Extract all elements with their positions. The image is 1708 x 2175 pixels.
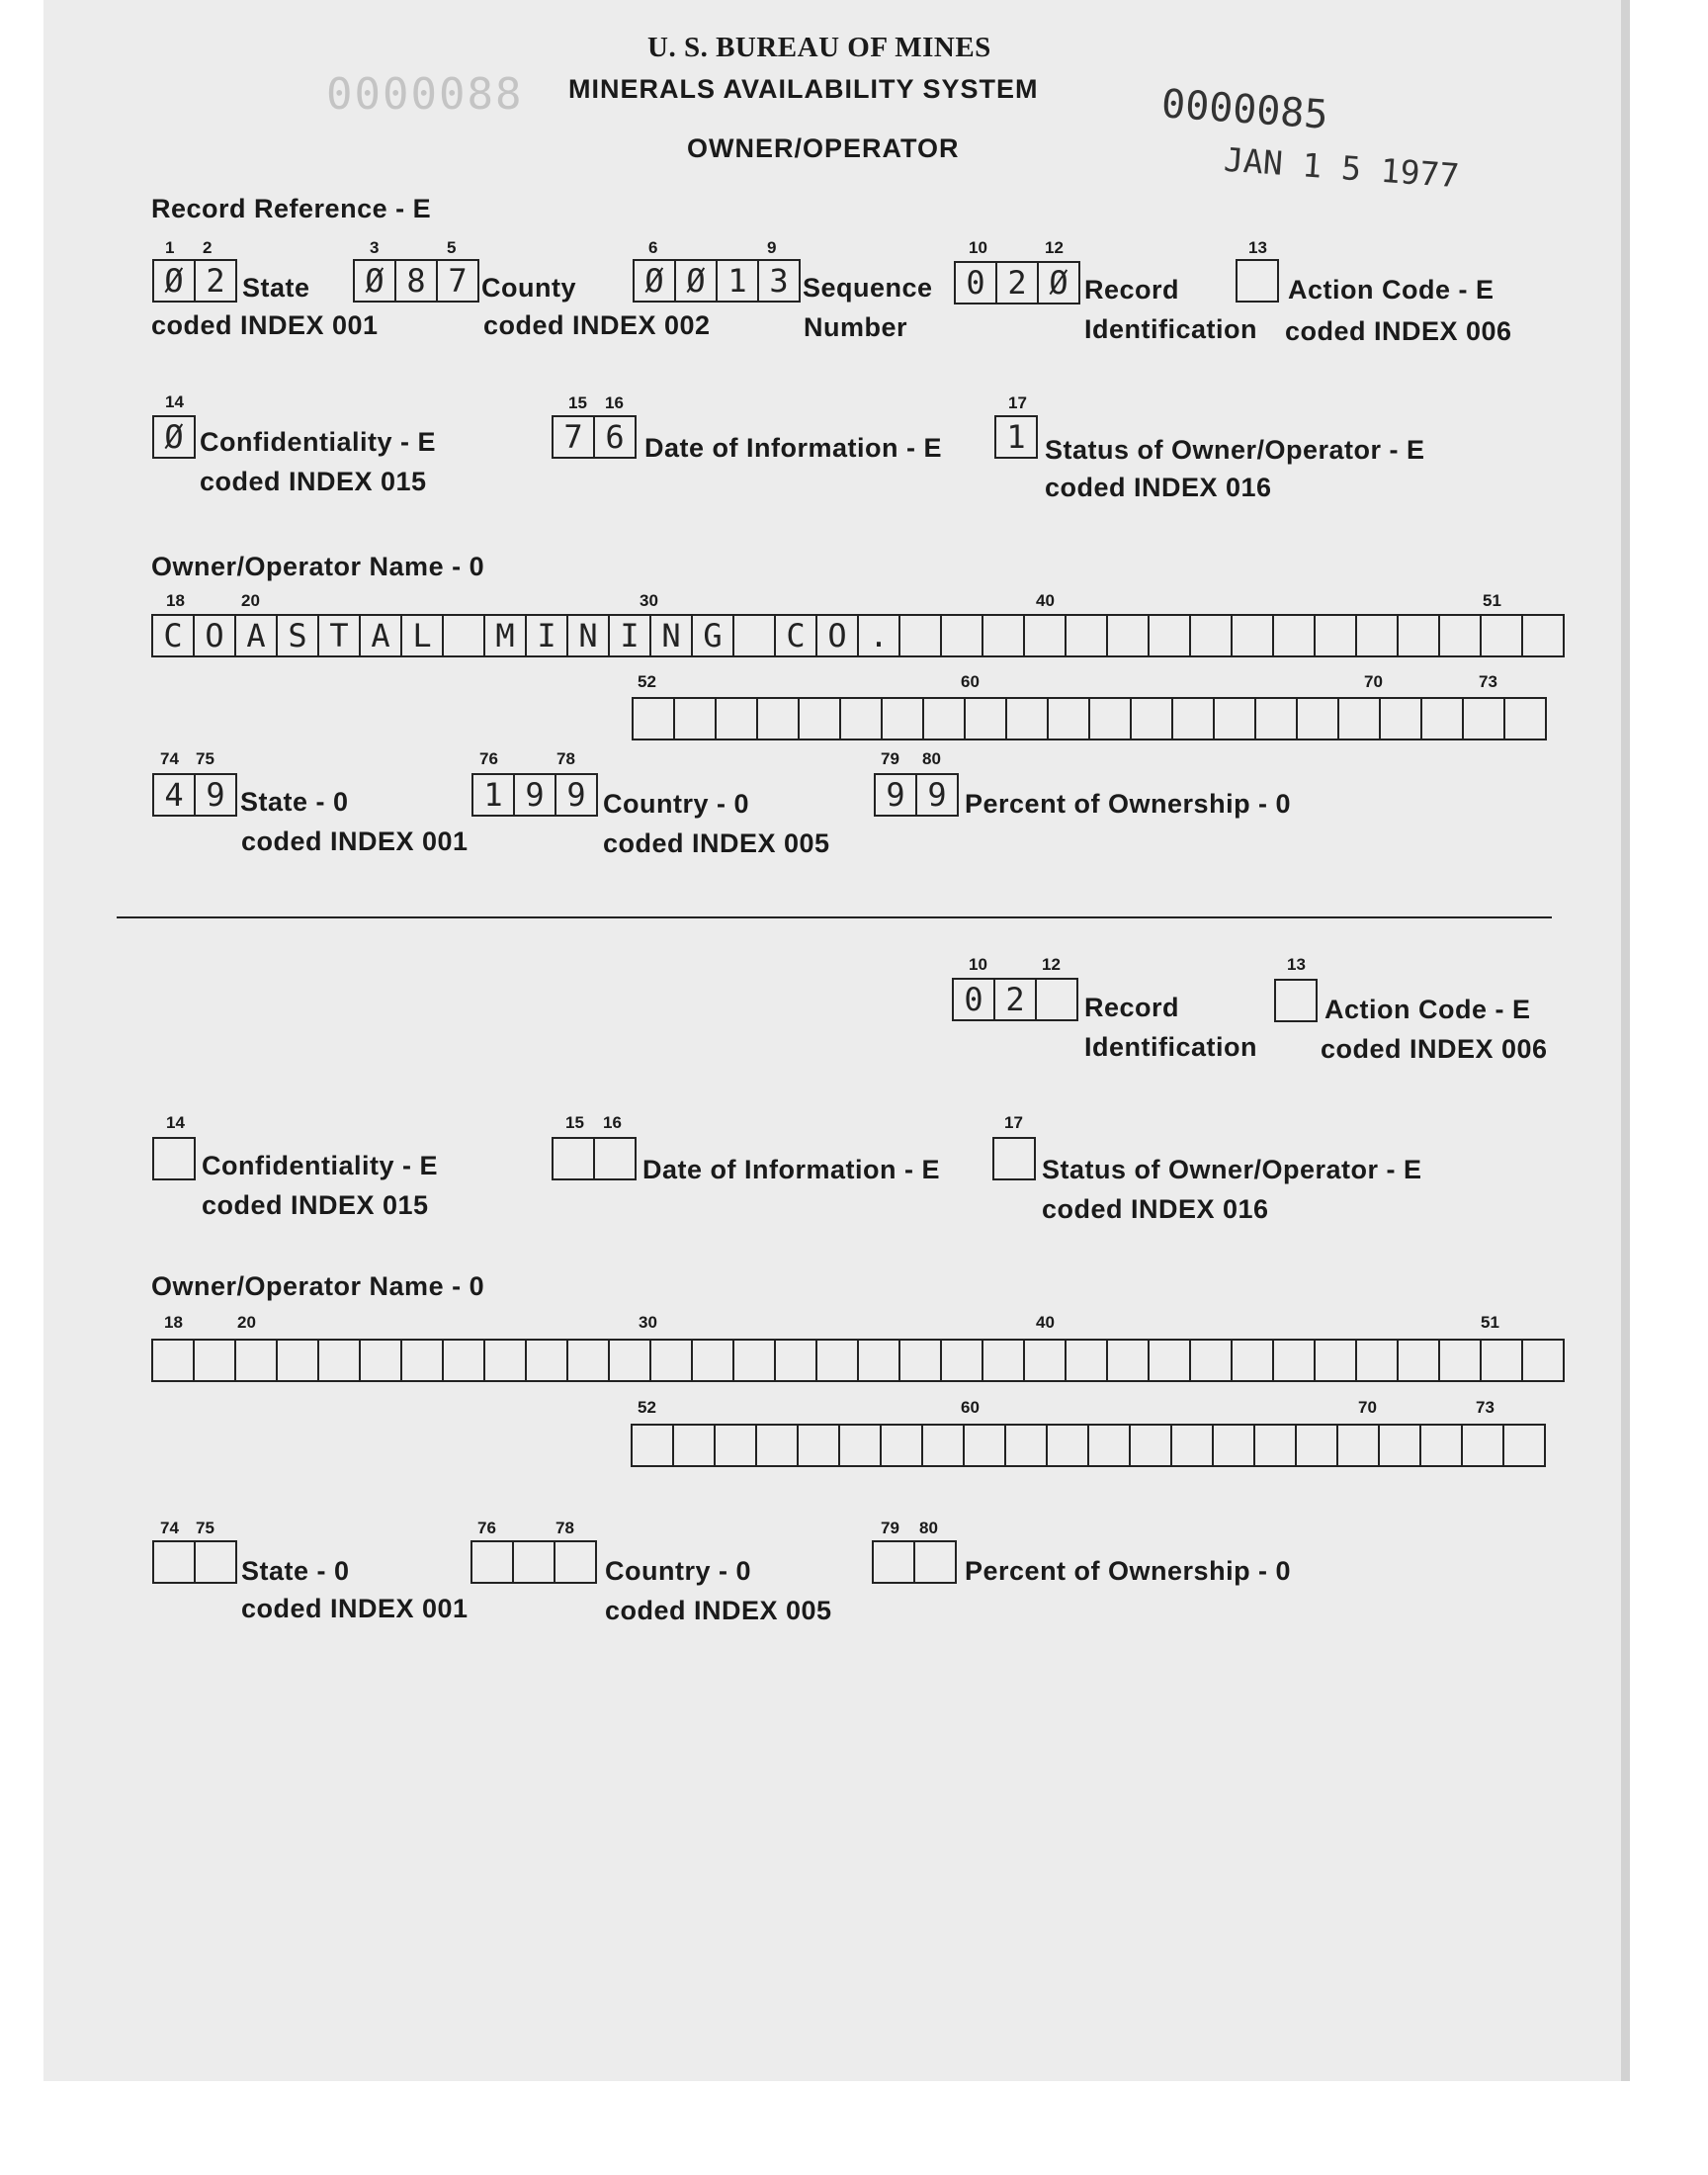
char-box[interactable]: 1 bbox=[471, 773, 513, 817]
char-box[interactable] bbox=[1065, 614, 1106, 657]
s1-confidentiality-index: coded INDEX 015 bbox=[200, 467, 427, 496]
char-box[interactable] bbox=[1148, 1339, 1189, 1382]
char-box[interactable]: 2 bbox=[993, 978, 1035, 1021]
rr-state-label: State bbox=[242, 273, 310, 303]
char-box[interactable] bbox=[1129, 1424, 1170, 1467]
char-box[interactable]: 9 bbox=[555, 773, 598, 817]
col-num: 60 bbox=[961, 1398, 980, 1417]
char-box[interactable]: 4 bbox=[152, 773, 194, 817]
char-box[interactable]: A bbox=[359, 614, 400, 657]
char-box[interactable]: I bbox=[525, 614, 566, 657]
col-num: 12 bbox=[1045, 238, 1064, 257]
col-num: 10 bbox=[969, 238, 987, 257]
char-box[interactable]: 0 bbox=[954, 261, 995, 304]
s2-record-id-boxes bbox=[952, 978, 1078, 1021]
col-num: 6 bbox=[648, 238, 658, 257]
char-box[interactable] bbox=[442, 614, 483, 657]
col-num: 40 bbox=[1036, 1313, 1055, 1332]
col-num: 15 bbox=[565, 1113, 584, 1132]
document-number-stamp: 0000085 bbox=[1159, 81, 1329, 138]
char-box[interactable] bbox=[1397, 614, 1438, 657]
s2-status-index: coded INDEX 016 bbox=[1042, 1194, 1269, 1224]
char-box[interactable]: I bbox=[608, 614, 649, 657]
col-num: 52 bbox=[638, 672, 656, 691]
char-box[interactable] bbox=[483, 1339, 525, 1382]
col-num: 30 bbox=[640, 591, 658, 610]
rr-sequence-boxes bbox=[633, 259, 801, 303]
char-box[interactable] bbox=[1171, 697, 1213, 740]
char-box[interactable]: Ø bbox=[1037, 261, 1080, 304]
char-box[interactable] bbox=[921, 1424, 963, 1467]
s2-name-row2-boxes bbox=[631, 1424, 1546, 1467]
char-box[interactable] bbox=[815, 1339, 857, 1382]
char-box[interactable] bbox=[1314, 1339, 1355, 1382]
char-box[interactable]: T bbox=[317, 614, 359, 657]
page-edge bbox=[1621, 0, 1630, 2081]
char-box[interactable] bbox=[608, 1339, 649, 1382]
char-box[interactable] bbox=[525, 1339, 566, 1382]
char-box[interactable] bbox=[1462, 697, 1503, 740]
s2-percent-label: Percent of Ownership - 0 bbox=[965, 1556, 1292, 1586]
char-box[interactable] bbox=[1461, 1424, 1502, 1467]
char-box[interactable] bbox=[963, 1424, 1004, 1467]
char-box[interactable] bbox=[1004, 1424, 1046, 1467]
col-num: 75 bbox=[196, 1519, 214, 1537]
char-box[interactable]: Ø bbox=[674, 259, 716, 303]
rr-action-code-box bbox=[1236, 259, 1279, 303]
char-box[interactable]: S bbox=[276, 614, 317, 657]
char-box[interactable] bbox=[982, 1339, 1023, 1382]
s1-name-label: Owner/Operator Name - 0 bbox=[151, 552, 485, 581]
rr-action-code-label: Action Code - E bbox=[1288, 275, 1494, 304]
col-num: 17 bbox=[1008, 393, 1027, 412]
s1-state-index: coded INDEX 001 bbox=[241, 826, 469, 856]
col-num: 17 bbox=[1004, 1113, 1023, 1132]
rr-record-id-label: Record bbox=[1084, 275, 1180, 304]
col-num: 5 bbox=[447, 238, 457, 257]
char-box[interactable] bbox=[898, 614, 940, 657]
s2-action-code-box bbox=[1274, 979, 1318, 1022]
char-box[interactable] bbox=[1295, 1424, 1336, 1467]
char-box[interactable] bbox=[1355, 1339, 1397, 1382]
char-box[interactable]: N bbox=[649, 614, 691, 657]
char-box[interactable] bbox=[1236, 259, 1279, 303]
s1-country-label: Country - 0 bbox=[603, 789, 750, 819]
col-num: 40 bbox=[1036, 591, 1055, 610]
char-box[interactable] bbox=[1035, 978, 1078, 1021]
char-box[interactable] bbox=[1189, 1339, 1231, 1382]
s2-name-row1-boxes bbox=[151, 1339, 1565, 1382]
char-box[interactable] bbox=[940, 614, 982, 657]
char-box[interactable] bbox=[982, 614, 1023, 657]
char-box[interactable] bbox=[470, 1540, 512, 1584]
char-box[interactable] bbox=[1378, 1424, 1419, 1467]
col-num: 18 bbox=[166, 591, 185, 610]
char-box[interactable] bbox=[1213, 697, 1254, 740]
col-num: 18 bbox=[164, 1313, 183, 1332]
rr-county-label: County bbox=[481, 273, 576, 303]
char-box[interactable]: C bbox=[151, 614, 193, 657]
col-num: 20 bbox=[241, 591, 260, 610]
char-box[interactable] bbox=[1047, 697, 1088, 740]
char-box[interactable] bbox=[512, 1540, 554, 1584]
col-num: 12 bbox=[1042, 955, 1061, 974]
char-box[interactable] bbox=[913, 1540, 957, 1584]
char-box[interactable] bbox=[1023, 614, 1065, 657]
col-num: 76 bbox=[479, 749, 498, 768]
col-num: 80 bbox=[922, 749, 941, 768]
char-box[interactable] bbox=[673, 697, 715, 740]
char-box[interactable] bbox=[1005, 697, 1047, 740]
char-box[interactable] bbox=[359, 1339, 400, 1382]
char-box[interactable] bbox=[1046, 1424, 1087, 1467]
s1-country-index: coded INDEX 005 bbox=[603, 828, 830, 858]
col-num: 78 bbox=[555, 1519, 574, 1537]
s1-status-label: Status of Owner/Operator - E bbox=[1045, 435, 1425, 465]
col-num: 74 bbox=[160, 749, 179, 768]
char-box[interactable] bbox=[691, 1339, 732, 1382]
char-box[interactable] bbox=[755, 1424, 797, 1467]
s2-state-index: coded INDEX 001 bbox=[241, 1594, 469, 1623]
date-stamp: JAN 1 5 1977 bbox=[1222, 139, 1461, 196]
char-box[interactable] bbox=[1521, 614, 1565, 657]
col-num: 14 bbox=[166, 1113, 185, 1132]
char-box[interactable] bbox=[672, 1424, 714, 1467]
char-box[interactable] bbox=[152, 1540, 194, 1584]
rr-sequence-sublabel: Number bbox=[804, 312, 908, 342]
s1-state-boxes bbox=[152, 773, 237, 817]
char-box[interactable] bbox=[1023, 1339, 1065, 1382]
rr-record-id-sublabel: Identification bbox=[1084, 314, 1257, 344]
form-title: OWNER/OPERATOR bbox=[687, 133, 960, 163]
char-box[interactable]: 1 bbox=[716, 259, 757, 303]
s2-state-boxes bbox=[152, 1540, 237, 1584]
char-box[interactable]: 1 bbox=[994, 415, 1038, 459]
char-box[interactable] bbox=[1274, 979, 1318, 1022]
s2-action-code-label: Action Code - E bbox=[1324, 995, 1531, 1024]
char-box[interactable] bbox=[838, 1424, 880, 1467]
char-box[interactable] bbox=[922, 697, 964, 740]
s1-status-box bbox=[994, 415, 1038, 459]
char-box[interactable] bbox=[715, 697, 756, 740]
char-box[interactable]: M bbox=[483, 614, 525, 657]
s2-country-label: Country - 0 bbox=[605, 1556, 752, 1586]
rr-state-boxes bbox=[152, 259, 237, 303]
char-box[interactable]: 8 bbox=[394, 259, 436, 303]
col-num: 73 bbox=[1476, 1398, 1494, 1417]
col-num: 76 bbox=[477, 1519, 496, 1537]
s2-percent-boxes bbox=[872, 1540, 957, 1584]
col-num: 30 bbox=[639, 1313, 657, 1332]
col-num: 16 bbox=[605, 393, 624, 412]
char-box[interactable]: 9 bbox=[513, 773, 555, 817]
char-box[interactable] bbox=[1337, 697, 1379, 740]
s2-confidentiality-index: coded INDEX 015 bbox=[202, 1190, 429, 1220]
char-box[interactable] bbox=[554, 1540, 597, 1584]
char-box[interactable] bbox=[1106, 1339, 1148, 1382]
rr-record-id-boxes bbox=[954, 261, 1080, 304]
char-box[interactable] bbox=[774, 1339, 815, 1382]
s1-percent-label: Percent of Ownership - 0 bbox=[965, 789, 1292, 819]
col-num: 15 bbox=[568, 393, 587, 412]
char-box[interactable] bbox=[193, 1339, 234, 1382]
char-box[interactable] bbox=[992, 1137, 1036, 1180]
char-box[interactable] bbox=[964, 697, 1005, 740]
col-num: 70 bbox=[1364, 672, 1383, 691]
col-num: 1 bbox=[165, 238, 175, 257]
col-num: 10 bbox=[969, 955, 987, 974]
char-box[interactable]: 7 bbox=[552, 415, 593, 459]
char-box[interactable] bbox=[732, 1339, 774, 1382]
col-num: 9 bbox=[767, 238, 777, 257]
char-box[interactable]: L bbox=[400, 614, 442, 657]
s2-date-boxes bbox=[552, 1137, 637, 1180]
char-box[interactable] bbox=[276, 1339, 317, 1382]
char-box[interactable]: 9 bbox=[194, 773, 237, 817]
s1-country-boxes bbox=[471, 773, 598, 817]
char-box[interactable] bbox=[400, 1339, 442, 1382]
char-box[interactable] bbox=[1231, 614, 1272, 657]
record-reference-label: Record Reference - E bbox=[151, 194, 432, 223]
char-box[interactable] bbox=[632, 697, 673, 740]
char-box[interactable] bbox=[732, 614, 774, 657]
char-box[interactable] bbox=[1420, 697, 1462, 740]
col-num: 13 bbox=[1287, 955, 1306, 974]
rr-action-code-index: coded INDEX 006 bbox=[1285, 316, 1512, 346]
char-box[interactable]: 3 bbox=[757, 259, 801, 303]
agency-title: U. S. BUREAU OF MINES bbox=[647, 32, 991, 63]
char-box[interactable]: C bbox=[774, 614, 815, 657]
char-box[interactable] bbox=[714, 1424, 755, 1467]
char-box[interactable] bbox=[1438, 1339, 1480, 1382]
char-box[interactable] bbox=[649, 1339, 691, 1382]
char-box[interactable] bbox=[1502, 1424, 1546, 1467]
col-num: 14 bbox=[165, 392, 184, 411]
s1-date-label: Date of Information - E bbox=[644, 433, 942, 463]
s2-state-label: State - 0 bbox=[241, 1556, 350, 1586]
char-box[interactable] bbox=[1296, 697, 1337, 740]
char-box[interactable] bbox=[798, 697, 839, 740]
s1-confidentiality-label: Confidentiality - E bbox=[200, 427, 436, 457]
char-box[interactable] bbox=[1503, 697, 1547, 740]
s2-action-code-index: coded INDEX 006 bbox=[1321, 1034, 1548, 1064]
char-box[interactable] bbox=[1480, 1339, 1521, 1382]
char-box[interactable] bbox=[880, 1424, 921, 1467]
char-box[interactable] bbox=[317, 1339, 359, 1382]
section-divider bbox=[117, 916, 1552, 918]
char-box[interactable] bbox=[1314, 614, 1355, 657]
char-box[interactable] bbox=[940, 1339, 982, 1382]
col-num: 74 bbox=[160, 1519, 179, 1537]
col-num: 52 bbox=[638, 1398, 656, 1417]
col-num: 20 bbox=[237, 1313, 256, 1332]
col-num: 60 bbox=[961, 672, 980, 691]
char-box[interactable] bbox=[1087, 1424, 1129, 1467]
char-box[interactable] bbox=[1170, 1424, 1212, 1467]
col-num: 79 bbox=[881, 1519, 899, 1537]
char-box[interactable] bbox=[1212, 1424, 1253, 1467]
char-box[interactable] bbox=[566, 1339, 608, 1382]
s1-state-label: State - 0 bbox=[240, 787, 349, 817]
s2-date-label: Date of Information - E bbox=[642, 1155, 940, 1184]
char-box[interactable]: N bbox=[566, 614, 608, 657]
char-box[interactable] bbox=[1231, 1339, 1272, 1382]
col-num: 51 bbox=[1483, 591, 1501, 610]
char-box[interactable]: 9 bbox=[874, 773, 915, 817]
col-num: 79 bbox=[881, 749, 899, 768]
char-box[interactable]: 7 bbox=[436, 259, 479, 303]
s2-record-id-label: Record bbox=[1084, 993, 1180, 1022]
char-box[interactable] bbox=[151, 1339, 193, 1382]
rr-sequence-label: Sequence bbox=[803, 273, 933, 303]
s2-status-box bbox=[992, 1137, 1036, 1180]
char-box[interactable] bbox=[1480, 614, 1521, 657]
s2-confidentiality-box bbox=[152, 1137, 196, 1180]
system-title: MINERALS AVAILABILITY SYSTEM bbox=[568, 74, 1039, 104]
char-box[interactable] bbox=[797, 1424, 838, 1467]
s2-confidentiality-label: Confidentiality - E bbox=[202, 1151, 438, 1180]
col-num: 16 bbox=[603, 1113, 622, 1132]
col-num: 78 bbox=[556, 749, 575, 768]
char-box[interactable]: 6 bbox=[593, 415, 637, 459]
s2-country-index: coded INDEX 005 bbox=[605, 1596, 832, 1625]
char-box[interactable] bbox=[898, 1339, 940, 1382]
char-box[interactable] bbox=[552, 1137, 593, 1180]
char-box[interactable] bbox=[593, 1137, 637, 1180]
col-num: 3 bbox=[370, 238, 380, 257]
char-box[interactable]: Ø bbox=[152, 415, 196, 459]
col-num: 80 bbox=[919, 1519, 938, 1537]
char-box[interactable] bbox=[1438, 614, 1480, 657]
s1-name-row2-boxes bbox=[632, 697, 1547, 740]
char-box[interactable] bbox=[839, 697, 881, 740]
rr-county-boxes bbox=[353, 259, 479, 303]
char-box[interactable]: Ø bbox=[353, 259, 394, 303]
char-box[interactable] bbox=[1379, 697, 1420, 740]
col-num: 2 bbox=[203, 238, 213, 257]
s1-date-boxes bbox=[552, 415, 637, 459]
col-num: 51 bbox=[1481, 1313, 1499, 1332]
char-box[interactable]: . bbox=[857, 614, 898, 657]
rr-state-index: coded INDEX 001 bbox=[151, 310, 379, 340]
char-box[interactable] bbox=[1189, 614, 1231, 657]
char-box[interactable] bbox=[881, 697, 922, 740]
char-box[interactable] bbox=[1130, 697, 1171, 740]
char-box[interactable] bbox=[1419, 1424, 1461, 1467]
s1-name-row1-boxes bbox=[151, 614, 1565, 657]
char-box[interactable] bbox=[442, 1339, 483, 1382]
char-box[interactable] bbox=[152, 1137, 196, 1180]
char-box[interactable] bbox=[1272, 614, 1314, 657]
char-box[interactable]: 0 bbox=[952, 978, 993, 1021]
faded-stamp: 0000088 bbox=[326, 69, 524, 120]
char-box[interactable] bbox=[756, 697, 798, 740]
char-box[interactable] bbox=[1397, 1339, 1438, 1382]
char-box[interactable]: O bbox=[193, 614, 234, 657]
col-num: 70 bbox=[1358, 1398, 1377, 1417]
char-box[interactable] bbox=[1272, 1339, 1314, 1382]
col-num: 13 bbox=[1248, 238, 1267, 257]
char-box[interactable]: A bbox=[234, 614, 276, 657]
s2-status-label: Status of Owner/Operator - E bbox=[1042, 1155, 1422, 1184]
char-box[interactable]: 2 bbox=[194, 259, 237, 303]
char-box[interactable] bbox=[1336, 1424, 1378, 1467]
char-box[interactable] bbox=[1521, 1339, 1565, 1382]
s2-record-id-sublabel: Identification bbox=[1084, 1032, 1257, 1062]
char-box[interactable] bbox=[631, 1424, 672, 1467]
char-box[interactable]: O bbox=[815, 614, 857, 657]
char-box[interactable] bbox=[1065, 1339, 1106, 1382]
char-box[interactable] bbox=[1088, 697, 1130, 740]
char-box[interactable] bbox=[1253, 1424, 1295, 1467]
char-box[interactable] bbox=[234, 1339, 276, 1382]
char-box[interactable]: Ø bbox=[633, 259, 674, 303]
char-box[interactable] bbox=[1254, 697, 1296, 740]
char-box[interactable] bbox=[1355, 614, 1397, 657]
char-box[interactable]: 2 bbox=[995, 261, 1037, 304]
char-box[interactable] bbox=[1148, 614, 1189, 657]
s1-status-index: coded INDEX 016 bbox=[1045, 473, 1272, 502]
char-box[interactable] bbox=[872, 1540, 913, 1584]
s2-name-label: Owner/Operator Name - 0 bbox=[151, 1271, 485, 1301]
char-box[interactable]: 9 bbox=[915, 773, 959, 817]
col-num: 75 bbox=[196, 749, 214, 768]
s2-country-boxes bbox=[470, 1540, 597, 1584]
char-box[interactable]: G bbox=[691, 614, 732, 657]
char-box[interactable] bbox=[194, 1540, 237, 1584]
char-box[interactable]: Ø bbox=[152, 259, 194, 303]
s1-confidentiality-box bbox=[152, 415, 196, 459]
rr-county-index: coded INDEX 002 bbox=[483, 310, 711, 340]
s1-percent-boxes bbox=[874, 773, 959, 817]
col-num: 73 bbox=[1479, 672, 1497, 691]
char-box[interactable] bbox=[1106, 614, 1148, 657]
char-box[interactable] bbox=[857, 1339, 898, 1382]
